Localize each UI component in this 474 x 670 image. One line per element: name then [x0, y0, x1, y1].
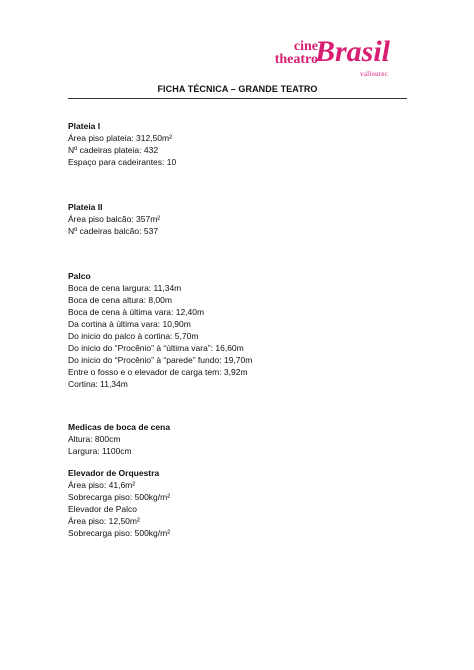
spec-line: Área piso: 41,6m²	[68, 480, 136, 490]
document-title: FICHA TÉCNICA – GRANDE TEATRO	[157, 84, 318, 94]
spec-line: Do inicio do palco à cortina: 5,70m	[68, 331, 199, 341]
section-heading: Plateia II	[68, 202, 103, 212]
spec-line: Altura: 800cm	[68, 434, 121, 444]
section-plateia-i	[68, 120, 176, 168]
spec-line: Do inicio do “Procênio” à “última vara”: 16,60m	[68, 343, 244, 353]
spec-line: Nº cadeiras plateia: 432	[68, 145, 159, 155]
logo-brasil-text: Brasil	[314, 35, 390, 68]
spec-line: Do inicio do “Procênio” à “parede” fundo: 19,70m	[68, 355, 253, 365]
section-plateia-ii	[68, 201, 160, 237]
spec-line: Da cortina à última vara: 10,90m	[68, 319, 191, 329]
spec-line: Elevador de Palco	[68, 504, 137, 514]
spec-line: Área piso: 12,50m²	[68, 516, 140, 526]
logo-theatro-text: theatro	[274, 52, 318, 67]
spec-line: Área piso plateia: 312,50m²	[68, 133, 172, 143]
spec-line: Sobrecarga piso: 500kg/m²	[68, 528, 171, 538]
logo-vallourec-text: vallourec	[360, 70, 388, 78]
section-heading: Medicas de boca de cena	[68, 422, 171, 432]
section-medidas-boca-de-cena	[68, 421, 170, 457]
cine-theatro-brasil-logo	[270, 35, 390, 84]
spec-line: Cortina: 11,34m	[68, 379, 128, 389]
spec-line: Boca de cena altura: 8,00m	[68, 295, 172, 305]
section-heading: Palco	[68, 271, 91, 281]
spec-line: Entre o fosso e o elevador de carga tem: 3,92m	[68, 367, 248, 377]
spec-line: Boca de cena à última vara: 12,40m	[68, 307, 205, 317]
logo-cine-text: cine	[293, 39, 318, 54]
spec-line: Área piso balcão: 357m²	[68, 214, 161, 224]
section-palco	[68, 270, 252, 390]
section-heading: Plateia I	[68, 121, 101, 131]
spec-line: Boca de cena largura: 11,34m	[68, 283, 182, 293]
spec-line: Largura: 1100cm	[68, 446, 132, 456]
section-elevador-de-orquestra	[68, 467, 170, 539]
spec-line: Espaço para cadeirantes: 10	[68, 157, 177, 167]
section-heading: Elevador de Orquestra	[68, 468, 160, 478]
spec-line: Sobrecarga piso: 500kg/m²	[68, 492, 171, 502]
title-divider	[68, 98, 407, 99]
spec-line: Nº cadeiras balcão: 537	[68, 226, 159, 236]
